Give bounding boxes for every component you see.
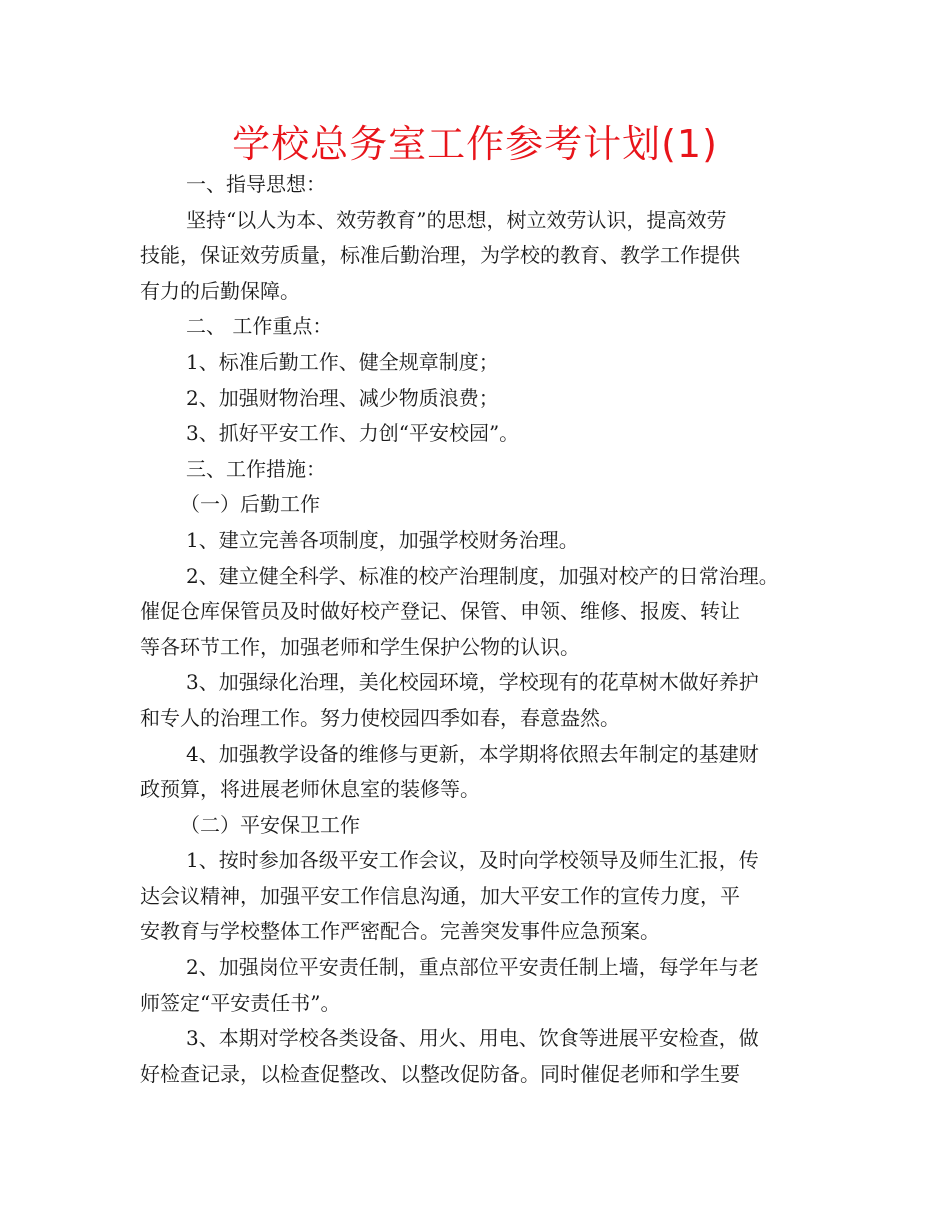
list-item: 2、加强岗位平安责任制，重点部位平安责任制上墙，每学年与老 [186,955,759,980]
section-heading-guiding-thought: 一、指导思想： [186,172,326,196]
paragraph-line: 坚持“以人为本、效劳教育”的思想，树立效劳认识，提高效劳 [186,207,727,232]
paragraph-line: 好检查记录，以检查促整改、以整改促防备。同时催促老师和学生要 [140,1061,740,1086]
subsection-heading-logistics: （一）后勤工作 [180,492,320,517]
paragraph-line: 达会议精神，加强平安工作信息沟通，加大平安工作的宣传力度，平 [140,883,740,908]
paragraph-line: 催促仓库保管员及时做好校产登记、保管、申领、维修、报废、转让 [140,599,740,624]
document-title: 学校总务室工作参考计划(1) [232,122,718,166]
list-item: 1、标准后勤工作、健全规章制度； [186,349,499,374]
list-item: 1、按时参加各级平安工作会议，及时向学校领导及师生汇报，传 [186,848,759,873]
paragraph-line: 安教育与学校整体工作严密配合。完善突发事件应急预案。 [140,919,660,944]
list-item: 3、抓好平安工作、力创“平安校园”。 [186,421,520,446]
subsection-heading-safety: （二）平安保卫工作 [180,812,360,837]
section-heading-work-focus: 二、 工作重点： [186,314,333,339]
list-item: 2、加强财物治理、减少物质浪费； [186,385,499,410]
list-item: 3、本期对学校各类设备、用火、用电、饮食等进展平安检查，做 [186,1026,759,1051]
document-body [140,167,820,1092]
paragraph-line: 等各环节工作，加强老师和学生保护公物的认识。 [140,634,580,659]
paragraph-line: 和专人的治理工作。努力使校园四季如春，春意盎然。 [140,705,620,730]
list-item: 1、建立完善各项制度，加强学校财务治理。 [186,527,579,552]
paragraph-line: 技能，保证效劳质量，标准后勤治理，为学校的教育、教学工作提供 [140,243,740,268]
paragraph-line: 政预算，将进展老师休息室的装修等。 [140,777,480,802]
paragraph-line: 师签定“平安责任书”。 [140,990,341,1015]
list-item: 2、建立健全科学、标准的校产治理制度，加强对校产的日常治理。 [186,563,779,588]
paragraph-line: 有力的后勤保障。 [140,278,300,303]
section-heading-work-measures: 三、工作措施： [186,456,326,481]
list-item: 4、加强教学设备的维修与更新，本学期将依照去年制定的基建财 [186,741,759,766]
list-item: 3、加强绿化治理，美化校园环境，学校现有的花草树木做好养护 [186,670,759,695]
